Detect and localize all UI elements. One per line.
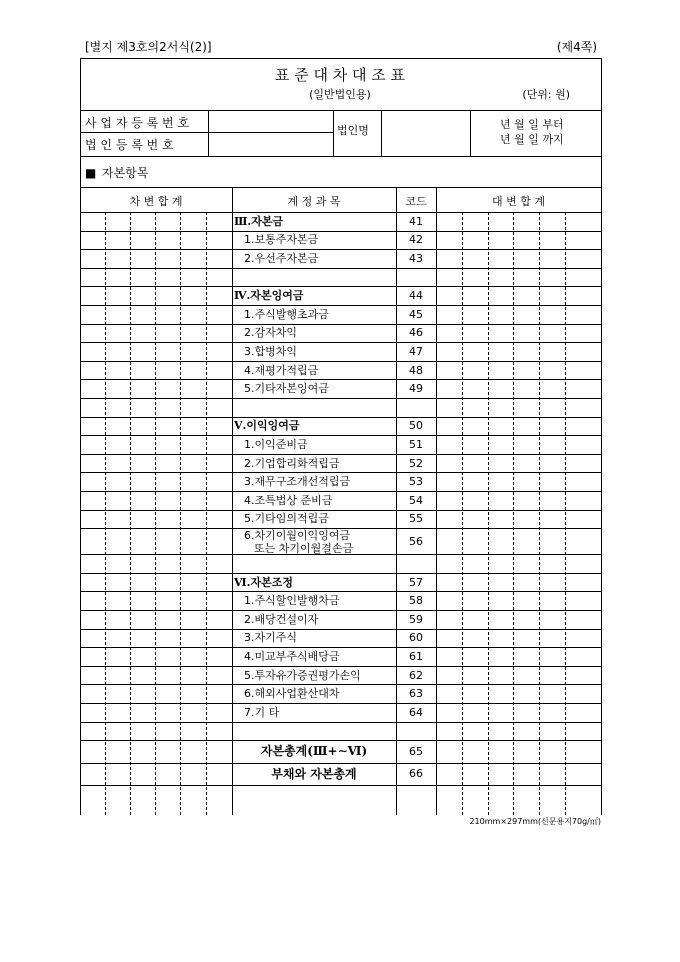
title-bottom	[80, 110, 601, 111]
account-name	[234, 216, 283, 227]
info-div-3	[381, 110, 382, 156]
account-code: 64	[409, 705, 423, 719]
account-code: 48	[409, 363, 423, 377]
account-label: 1.이익준비금	[244, 438, 308, 451]
credit-guide-1	[462, 212, 463, 815]
debit-guide-5	[206, 212, 207, 815]
account-code: 43	[409, 252, 423, 265]
row-divider	[80, 398, 601, 399]
row-divider	[80, 472, 601, 473]
account-name	[244, 651, 340, 662]
row-divider	[80, 647, 601, 648]
corp-reg-label: 법 인 등 록 번 호	[85, 138, 174, 152]
account-name	[232, 745, 396, 757]
credit-guide-4	[539, 212, 540, 815]
account-code: 44	[409, 289, 423, 303]
account-name	[244, 495, 332, 506]
account-code: 53	[409, 475, 423, 489]
account-name	[244, 234, 318, 245]
account-label: 부채와 자본총계	[271, 766, 357, 781]
page-number: (제4쪽)	[556, 40, 597, 54]
credit-guide-2	[488, 212, 489, 815]
section-label: 자본항목	[102, 166, 149, 180]
row-divider	[80, 417, 601, 418]
account-label: 5.투자유가증권평가손익	[244, 668, 361, 682]
account-label: 자본총계(Ⅲ+∼Ⅵ)	[260, 744, 368, 759]
account-name	[244, 365, 318, 376]
account-name	[244, 614, 318, 625]
account-label: 2.기업합리화적립금	[244, 456, 340, 470]
account-name	[244, 253, 318, 264]
account-name	[244, 327, 297, 338]
account-label: 1.주식발행초과금	[244, 307, 329, 321]
row-divider	[80, 342, 601, 343]
account-code: 55	[409, 512, 423, 526]
row-divider	[80, 573, 601, 574]
account-name	[244, 670, 361, 681]
frame-top	[80, 58, 601, 59]
account-code: 52	[409, 456, 423, 470]
account-name	[234, 420, 300, 431]
account-label: 6.차기이월이익잉여금	[244, 529, 351, 543]
col-div-account-left	[232, 187, 233, 815]
account-name	[244, 513, 329, 524]
account-name	[244, 632, 297, 643]
account-label: 3.자기주식	[244, 631, 297, 645]
debit-guide-3	[155, 212, 156, 815]
section-bottom	[80, 187, 601, 188]
account-name	[244, 595, 340, 606]
info-div-4	[470, 110, 471, 156]
account-code: 42	[409, 233, 423, 247]
col-code-header: 코드	[405, 195, 427, 208]
row-divider	[80, 703, 601, 704]
document-title: 표 준 대 차 대 조 표	[274, 66, 406, 84]
row-divider	[80, 249, 601, 250]
row-divider	[80, 379, 601, 380]
row-divider	[80, 740, 601, 741]
col-div-code-right	[436, 187, 437, 815]
account-code: 60	[409, 631, 423, 645]
row-divider	[80, 324, 601, 325]
col-div-code-left	[396, 187, 397, 815]
account-code: 58	[409, 594, 423, 608]
account-name	[244, 529, 353, 555]
account-label: Ⅲ.자본금	[234, 214, 284, 228]
row-divider	[80, 491, 601, 492]
biz-reg-label: 사 업 자 등 록 번 호	[85, 116, 190, 130]
row-divider	[80, 231, 601, 232]
row-divider	[80, 666, 601, 667]
account-name	[244, 476, 350, 487]
account-code: 61	[409, 650, 423, 663]
credit-guide-5	[565, 212, 566, 815]
corp-name-label: 법인명	[337, 124, 369, 137]
document-subtitle: (일반법인용)	[309, 88, 371, 101]
row-divider	[80, 454, 601, 455]
debit-guide-1	[105, 212, 106, 815]
account-label: Ⅴ.이익잉여금	[234, 419, 300, 433]
paper-spec: 210mm×297mm(신문용지70g/㎡)	[469, 817, 601, 826]
row-divider	[80, 305, 601, 306]
row-divider	[80, 591, 601, 592]
frame-left	[80, 58, 81, 815]
account-label: 4.미교부주식배당금	[244, 650, 340, 663]
row-divider	[80, 684, 601, 685]
row-divider	[80, 435, 601, 436]
row-divider	[80, 785, 601, 786]
account-name	[244, 458, 340, 469]
account-code: 46	[409, 326, 423, 340]
row-divider	[80, 629, 601, 630]
account-label: 5.기타자본잉여금	[244, 382, 329, 396]
account-label: Ⅵ.자본조정	[234, 575, 293, 589]
account-code: 45	[409, 307, 423, 321]
account-code: 62	[409, 668, 423, 682]
row-divider	[80, 268, 601, 269]
account-code: 63	[409, 687, 423, 701]
info-div-2	[333, 110, 334, 156]
account-code: 66	[409, 767, 423, 781]
account-label: 4.조특법상 준비금	[244, 493, 333, 507]
unit-label: (단위: 원)	[522, 88, 570, 101]
account-name	[244, 346, 297, 357]
account-name	[244, 383, 329, 394]
period-to: 년 월 일 까지	[500, 133, 564, 146]
account-label: 1.주식할인발행차금	[244, 594, 340, 608]
debit-guide-4	[180, 212, 181, 815]
account-name	[232, 768, 396, 780]
account-code: 65	[409, 744, 423, 758]
col-debit-header: 차 변 합 계	[129, 195, 183, 208]
account-label: 2.배당건설이자	[244, 612, 319, 626]
info-bottom	[80, 156, 601, 157]
account-name	[244, 309, 329, 320]
row-divider	[80, 722, 601, 723]
section-marker: ■	[85, 166, 97, 180]
account-label: 7.기 타	[244, 705, 280, 719]
account-code: 41	[409, 214, 423, 228]
period-from: 년 월 일 부터	[500, 118, 564, 131]
col-credit-header: 대 변 합 계	[492, 195, 545, 208]
col-account-header: 계 정 과 목	[287, 195, 341, 208]
account-code: 51	[409, 438, 423, 451]
row-divider	[80, 286, 601, 287]
account-name	[234, 290, 303, 301]
form-id: [별지 제3호의2서식(2)]	[85, 40, 212, 54]
account-label: 3.재무구조개선적립금	[244, 475, 351, 489]
account-code: 57	[409, 575, 423, 589]
account-name	[244, 439, 308, 450]
account-label: 2.우선주자본금	[244, 252, 319, 265]
account-label-line2: 또는 차기이월결손금	[254, 542, 354, 556]
account-name	[234, 577, 293, 588]
account-code: 50	[409, 419, 423, 433]
account-label: 1.보통주자본금	[244, 233, 319, 247]
account-label: 6.해외사업환산대차	[244, 687, 340, 701]
account-label: 5.기타임의적립금	[244, 512, 329, 526]
colhead-bottom	[80, 212, 601, 213]
account-code: 59	[409, 612, 423, 626]
account-label: 3.합병차익	[244, 345, 297, 358]
account-code: 49	[409, 382, 423, 396]
info-div-1	[208, 110, 209, 156]
row-divider	[80, 361, 601, 362]
account-label: 2.감자차익	[244, 326, 297, 340]
frame-right	[601, 58, 602, 815]
account-code: 56	[409, 534, 423, 548]
account-label: Ⅳ.자본잉여금	[234, 289, 304, 303]
row-divider	[80, 763, 601, 764]
row-divider	[80, 554, 601, 555]
account-label: 4.재평가적립금	[244, 363, 319, 377]
debit-guide-2	[130, 212, 131, 815]
info-mid	[80, 132, 333, 133]
account-code: 47	[409, 345, 423, 358]
account-name	[244, 688, 340, 699]
credit-guide-3	[513, 212, 514, 815]
account-code: 54	[409, 493, 423, 507]
account-name	[244, 707, 279, 718]
row-divider	[80, 510, 601, 511]
row-divider	[80, 610, 601, 611]
